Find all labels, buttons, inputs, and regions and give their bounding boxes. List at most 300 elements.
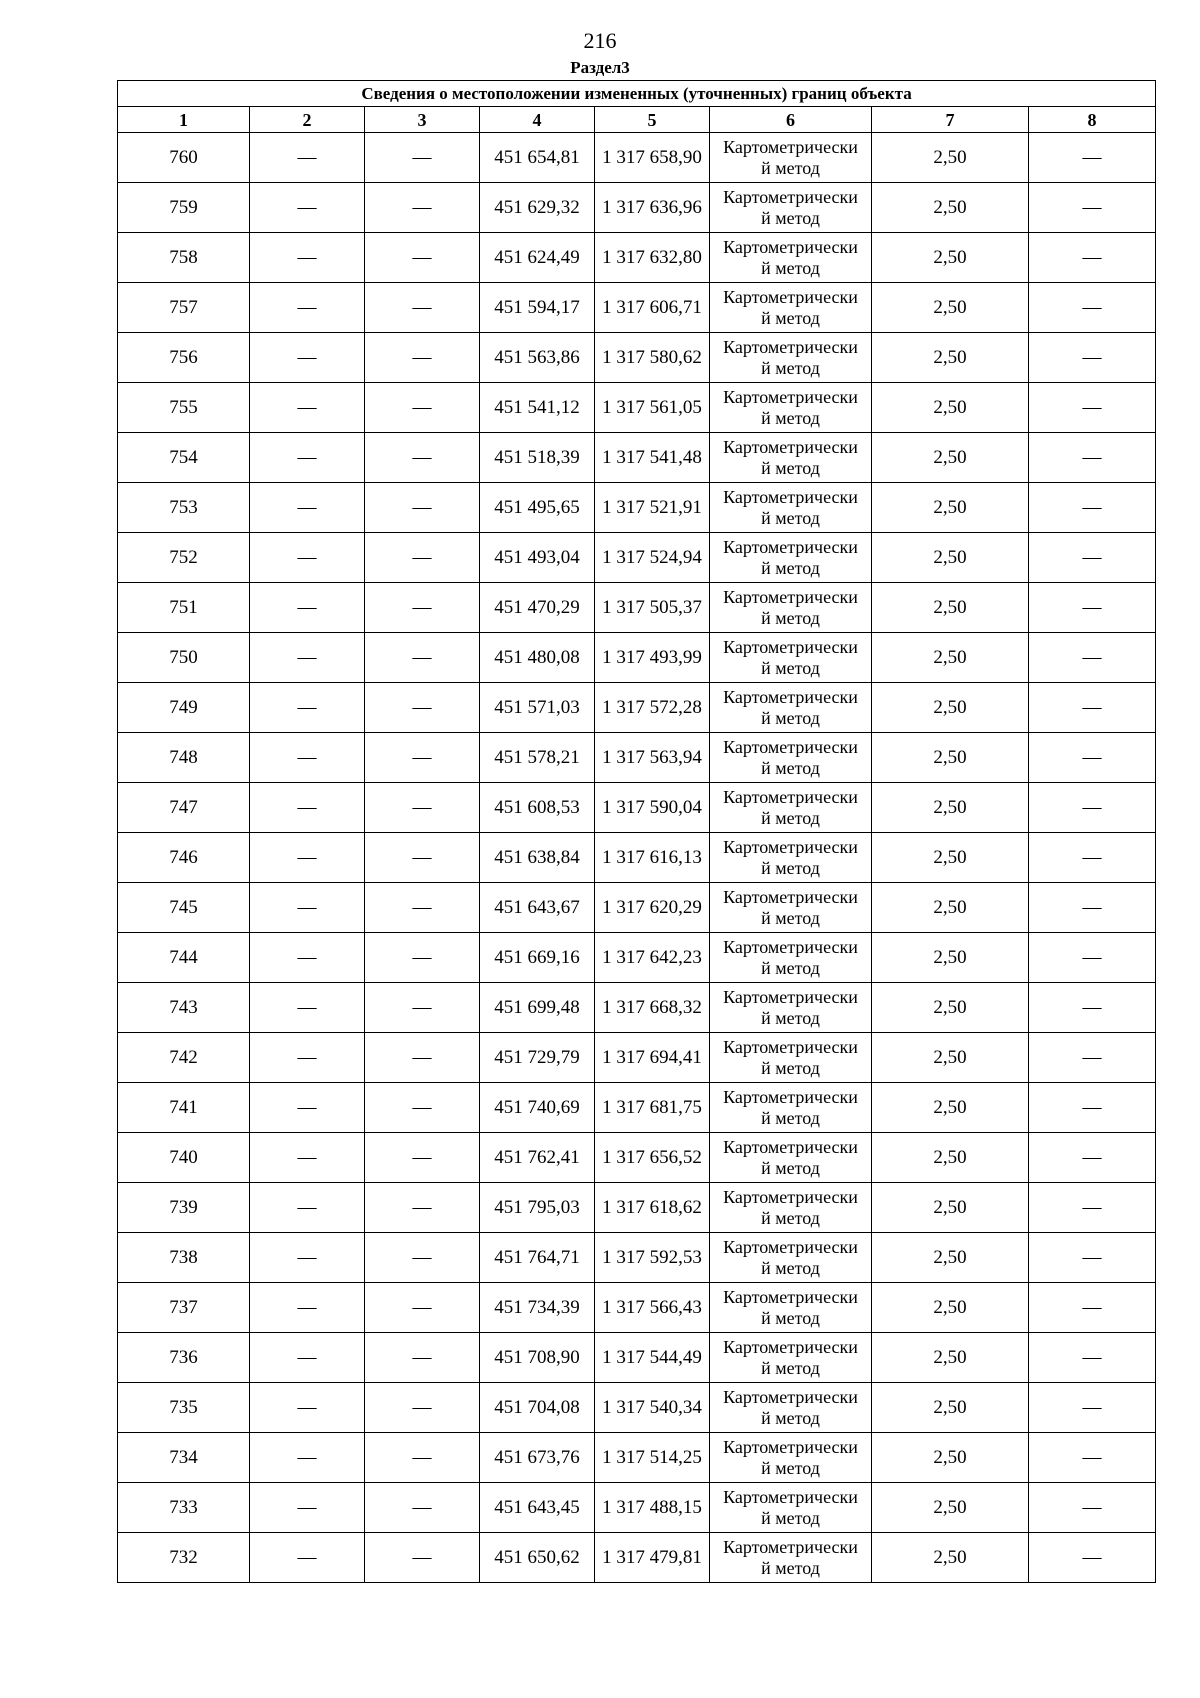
coordinate-x-cell: 451 480,08 [480, 633, 595, 683]
coordinate-x-cell: 451 764,71 [480, 1233, 595, 1283]
column-header: 3 [365, 107, 480, 133]
method-line-1: Картометрически [723, 786, 858, 807]
coordinate-y-cell: 1 317 488,15 [595, 1483, 710, 1533]
point-number-cell: 751 [118, 583, 250, 633]
point-number-cell: 753 [118, 483, 250, 533]
accuracy-cell: 2,50 [872, 233, 1029, 283]
table-row [118, 733, 1156, 783]
cell-col-2: — [250, 233, 365, 283]
accuracy-cell: 2,50 [872, 183, 1029, 233]
method-cell [710, 1283, 872, 1333]
method-cell [710, 1483, 872, 1533]
table-row [118, 533, 1156, 583]
cell-col-2: — [250, 1283, 365, 1333]
table-row [118, 333, 1156, 383]
method-line-2: й метод [761, 457, 820, 478]
method-line-1: Картометрически [723, 1336, 858, 1357]
cell-col-8: — [1029, 633, 1156, 683]
method-line-2: й метод [761, 1507, 820, 1528]
cell-col-8: — [1029, 1383, 1156, 1433]
accuracy-cell: 2,50 [872, 883, 1029, 933]
method-line-2: й метод [761, 207, 820, 228]
coordinate-x-cell: 451 624,49 [480, 233, 595, 283]
method-line-2: й метод [761, 707, 820, 728]
coordinate-y-cell: 1 317 668,32 [595, 983, 710, 1033]
method-line-1: Картометрически [723, 836, 858, 857]
table-row [118, 683, 1156, 733]
method-cell [710, 883, 872, 933]
point-number-cell: 759 [118, 183, 250, 233]
table-row [118, 1283, 1156, 1333]
accuracy-cell: 2,50 [872, 583, 1029, 633]
coordinate-y-cell: 1 317 544,49 [595, 1333, 710, 1383]
accuracy-cell: 2,50 [872, 1433, 1029, 1483]
method-line-1: Картометрически [723, 1286, 858, 1307]
method-line-2: й метод [761, 1107, 820, 1128]
cell-col-2: — [250, 1183, 365, 1233]
cell-col-2: — [250, 383, 365, 433]
cell-col-8: — [1029, 783, 1156, 833]
method-cell [710, 1183, 872, 1233]
method-line-2: й метод [761, 257, 820, 278]
accuracy-cell: 2,50 [872, 833, 1029, 883]
cell-col-3: — [365, 133, 480, 183]
method-line-1: Картометрически [723, 136, 858, 157]
cell-col-3: — [365, 883, 480, 933]
cell-col-8: — [1029, 133, 1156, 183]
cell-col-3: — [365, 1233, 480, 1283]
cell-col-8: — [1029, 683, 1156, 733]
point-number-cell: 746 [118, 833, 250, 883]
accuracy-cell: 2,50 [872, 1083, 1029, 1133]
cell-col-3: — [365, 333, 480, 383]
point-number-cell: 749 [118, 683, 250, 733]
cell-col-3: — [365, 1433, 480, 1483]
cell-col-3: — [365, 683, 480, 733]
section-label: Раздел3 [570, 58, 630, 77]
method-cell [710, 433, 872, 483]
method-line-2: й метод [761, 857, 820, 878]
coordinate-y-cell: 1 317 563,94 [595, 733, 710, 783]
accuracy-cell: 2,50 [872, 133, 1029, 183]
method-line-1: Картометрически [723, 936, 858, 957]
table-row [118, 633, 1156, 683]
coordinate-x-cell: 451 704,08 [480, 1383, 595, 1433]
coordinate-x-cell: 451 740,69 [480, 1083, 595, 1133]
cell-col-3: — [365, 633, 480, 683]
coordinate-y-cell: 1 317 521,91 [595, 483, 710, 533]
cell-col-2: — [250, 1333, 365, 1383]
method-line-2: й метод [761, 157, 820, 178]
table-row [118, 383, 1156, 433]
method-line-1: Картометрически [723, 536, 858, 557]
method-line-2: й метод [761, 957, 820, 978]
method-line-1: Картометрически [723, 986, 858, 1007]
cell-col-8: — [1029, 283, 1156, 333]
cell-col-2: — [250, 583, 365, 633]
cell-col-8: — [1029, 983, 1156, 1033]
coordinate-y-cell: 1 317 479,81 [595, 1533, 710, 1583]
cell-col-8: — [1029, 1433, 1156, 1483]
cell-col-3: — [365, 433, 480, 483]
coordinate-x-cell: 451 673,76 [480, 1433, 595, 1483]
cell-col-3: — [365, 1283, 480, 1333]
coordinate-y-cell: 1 317 616,13 [595, 833, 710, 883]
accuracy-cell: 2,50 [872, 483, 1029, 533]
coordinate-y-cell: 1 317 572,28 [595, 683, 710, 733]
method-cell [710, 133, 872, 183]
column-number-row [118, 107, 1156, 133]
method-cell [710, 233, 872, 283]
coordinate-y-cell: 1 317 636,96 [595, 183, 710, 233]
method-line-1: Картометрически [723, 386, 858, 407]
table-row [118, 1333, 1156, 1383]
method-cell [710, 533, 872, 583]
method-line-2: й метод [761, 1457, 820, 1478]
coordinate-x-cell: 451 594,17 [480, 283, 595, 333]
coordinate-x-cell: 451 643,67 [480, 883, 595, 933]
coordinate-y-cell: 1 317 618,62 [595, 1183, 710, 1233]
table-row [118, 233, 1156, 283]
coordinate-y-cell: 1 317 493,99 [595, 633, 710, 683]
method-line-1: Картометрически [723, 1136, 858, 1157]
point-number-cell: 743 [118, 983, 250, 1033]
cell-col-8: — [1029, 533, 1156, 583]
coordinate-y-cell: 1 317 658,90 [595, 133, 710, 183]
point-number-cell: 755 [118, 383, 250, 433]
method-cell [710, 333, 872, 383]
accuracy-cell: 2,50 [872, 533, 1029, 583]
table-row [118, 983, 1156, 1033]
cell-col-2: — [250, 783, 365, 833]
method-cell [710, 1033, 872, 1083]
cell-col-8: — [1029, 933, 1156, 983]
method-line-1: Картометрически [723, 736, 858, 757]
accuracy-cell: 2,50 [872, 1233, 1029, 1283]
method-line-2: й метод [761, 1307, 820, 1328]
cell-col-2: — [250, 483, 365, 533]
cell-col-8: — [1029, 1333, 1156, 1383]
method-line-2: й метод [761, 1007, 820, 1028]
cell-col-2: — [250, 683, 365, 733]
point-number-cell: 750 [118, 633, 250, 683]
cell-col-3: — [365, 1033, 480, 1083]
cell-col-2: — [250, 933, 365, 983]
cell-col-3: — [365, 733, 480, 783]
method-line-2: й метод [761, 657, 820, 678]
point-number-cell: 737 [118, 1283, 250, 1333]
method-cell [710, 583, 872, 633]
accuracy-cell: 2,50 [872, 683, 1029, 733]
coordinate-y-cell: 1 317 505,37 [595, 583, 710, 633]
method-cell [710, 683, 872, 733]
accuracy-cell: 2,50 [872, 1533, 1029, 1583]
point-number-cell: 747 [118, 783, 250, 833]
table-row [118, 1433, 1156, 1483]
table-body [118, 133, 1156, 1583]
cell-col-8: — [1029, 1133, 1156, 1183]
method-line-1: Картометрически [723, 1486, 858, 1507]
coordinate-x-cell: 451 629,32 [480, 183, 595, 233]
accuracy-cell: 2,50 [872, 1333, 1029, 1383]
point-number-cell: 752 [118, 533, 250, 583]
point-number-cell: 760 [118, 133, 250, 183]
cell-col-2: — [250, 1533, 365, 1583]
cell-col-2: — [250, 183, 365, 233]
coordinate-y-cell: 1 317 580,62 [595, 333, 710, 383]
method-cell [710, 383, 872, 433]
method-cell [710, 1433, 872, 1483]
table-row [118, 283, 1156, 333]
method-line-1: Картометрически [723, 336, 858, 357]
cell-col-3: — [365, 183, 480, 233]
cell-col-8: — [1029, 733, 1156, 783]
coordinate-x-cell: 451 795,03 [480, 1183, 595, 1233]
table-row [118, 933, 1156, 983]
coordinate-y-cell: 1 317 592,53 [595, 1233, 710, 1283]
coordinate-x-cell: 451 563,86 [480, 333, 595, 383]
coordinate-x-cell: 451 654,81 [480, 133, 595, 183]
cell-col-8: — [1029, 233, 1156, 283]
coordinate-x-cell: 451 650,62 [480, 1533, 595, 1583]
point-number-cell: 758 [118, 233, 250, 283]
cell-col-8: — [1029, 1183, 1156, 1233]
method-cell [710, 1083, 872, 1133]
coordinate-x-cell: 451 734,39 [480, 1283, 595, 1333]
cell-col-8: — [1029, 833, 1156, 883]
point-number-cell: 748 [118, 733, 250, 783]
method-line-2: й метод [761, 1207, 820, 1228]
cell-col-2: — [250, 833, 365, 883]
table-row [118, 1383, 1156, 1433]
method-cell [710, 983, 872, 1033]
accuracy-cell: 2,50 [872, 433, 1029, 483]
point-number-cell: 736 [118, 1333, 250, 1383]
cell-col-3: — [365, 483, 480, 533]
cell-col-8: — [1029, 1033, 1156, 1083]
cell-col-3: — [365, 1383, 480, 1433]
method-line-2: й метод [761, 607, 820, 628]
method-line-2: й метод [761, 307, 820, 328]
point-number-cell: 742 [118, 1033, 250, 1083]
coordinate-x-cell: 451 470,29 [480, 583, 595, 633]
method-line-1: Картометрически [723, 236, 858, 257]
method-cell [710, 183, 872, 233]
point-number-cell: 732 [118, 1533, 250, 1583]
table-row [118, 1083, 1156, 1133]
method-line-2: й метод [761, 557, 820, 578]
cell-col-2: — [250, 433, 365, 483]
method-line-2: й метод [761, 1357, 820, 1378]
accuracy-cell: 2,50 [872, 1283, 1029, 1333]
coordinate-x-cell: 451 493,04 [480, 533, 595, 583]
method-cell [710, 1533, 872, 1583]
accuracy-cell: 2,50 [872, 1183, 1029, 1233]
method-line-2: й метод [761, 757, 820, 778]
cell-col-2: — [250, 1233, 365, 1283]
column-header: 2 [250, 107, 365, 133]
method-line-1: Картометрически [723, 1086, 858, 1107]
table-row [118, 483, 1156, 533]
method-line-1: Картометрически [723, 486, 858, 507]
cell-col-2: — [250, 883, 365, 933]
cell-col-2: — [250, 533, 365, 583]
coordinate-x-cell: 451 729,79 [480, 1033, 595, 1083]
method-cell [710, 1383, 872, 1433]
point-number-cell: 738 [118, 1233, 250, 1283]
coordinate-x-cell: 451 762,41 [480, 1133, 595, 1183]
table-row [118, 1133, 1156, 1183]
table-row [118, 133, 1156, 183]
coordinate-x-cell: 451 578,21 [480, 733, 595, 783]
point-number-cell: 754 [118, 433, 250, 483]
point-number-cell: 741 [118, 1083, 250, 1133]
cell-col-3: — [365, 533, 480, 583]
coordinate-x-cell: 451 518,39 [480, 433, 595, 483]
point-number-cell: 740 [118, 1133, 250, 1183]
method-line-2: й метод [761, 357, 820, 378]
table-title-row [118, 81, 1156, 107]
cell-col-8: — [1029, 383, 1156, 433]
method-line-2: й метод [761, 907, 820, 928]
table-row [118, 183, 1156, 233]
accuracy-cell: 2,50 [872, 1383, 1029, 1433]
cell-col-2: — [250, 1483, 365, 1533]
cell-col-2: — [250, 1433, 365, 1483]
method-line-1: Картометрически [723, 286, 858, 307]
table-row [118, 883, 1156, 933]
column-header: 1 [118, 107, 250, 133]
coordinate-y-cell: 1 317 566,43 [595, 1283, 710, 1333]
method-line-1: Картометрически [723, 1186, 858, 1207]
method-line-2: й метод [761, 407, 820, 428]
method-line-2: й метод [761, 1057, 820, 1078]
coordinate-x-cell: 451 643,45 [480, 1483, 595, 1533]
cell-col-8: — [1029, 1233, 1156, 1283]
accuracy-cell: 2,50 [872, 983, 1029, 1033]
cell-col-3: — [365, 783, 480, 833]
method-line-1: Картометрически [723, 1436, 858, 1457]
point-number-cell: 757 [118, 283, 250, 333]
cell-col-2: — [250, 633, 365, 683]
cell-col-3: — [365, 383, 480, 433]
method-cell [710, 483, 872, 533]
page-number: 216 [583, 28, 617, 53]
method-cell [710, 833, 872, 883]
method-line-2: й метод [761, 1557, 820, 1578]
coordinate-y-cell: 1 317 642,23 [595, 933, 710, 983]
method-cell [710, 1333, 872, 1383]
coordinate-x-cell: 451 669,16 [480, 933, 595, 983]
point-number-cell: 735 [118, 1383, 250, 1433]
cell-col-2: — [250, 1083, 365, 1133]
method-line-2: й метод [761, 1257, 820, 1278]
method-cell [710, 633, 872, 683]
table-row [118, 1533, 1156, 1583]
table-row [118, 783, 1156, 833]
method-line-2: й метод [761, 1407, 820, 1428]
coordinate-x-cell: 451 699,48 [480, 983, 595, 1033]
cell-col-8: — [1029, 1083, 1156, 1133]
cell-col-3: — [365, 283, 480, 333]
table-row [118, 833, 1156, 883]
coordinate-x-cell: 451 608,53 [480, 783, 595, 833]
table-row [118, 1033, 1156, 1083]
accuracy-cell: 2,50 [872, 633, 1029, 683]
table-row [118, 433, 1156, 483]
cell-col-8: — [1029, 433, 1156, 483]
cell-col-2: — [250, 1133, 365, 1183]
cell-col-8: — [1029, 583, 1156, 633]
accuracy-cell: 2,50 [872, 333, 1029, 383]
cell-col-2: — [250, 133, 365, 183]
coordinate-x-cell: 451 571,03 [480, 683, 595, 733]
point-number-cell: 739 [118, 1183, 250, 1233]
coordinate-x-cell: 451 638,84 [480, 833, 595, 883]
point-number-cell: 734 [118, 1433, 250, 1483]
cell-col-3: — [365, 983, 480, 1033]
cell-col-2: — [250, 1383, 365, 1433]
cell-col-3: — [365, 233, 480, 283]
cell-col-3: — [365, 583, 480, 633]
coordinate-y-cell: 1 317 620,29 [595, 883, 710, 933]
cell-col-3: — [365, 1183, 480, 1233]
boundary-coordinates-table [117, 80, 1156, 1583]
coordinate-y-cell: 1 317 606,71 [595, 283, 710, 333]
cell-col-8: — [1029, 1533, 1156, 1583]
coordinate-y-cell: 1 317 561,05 [595, 383, 710, 433]
method-line-1: Картометрически [723, 1536, 858, 1557]
method-cell [710, 733, 872, 783]
coordinate-x-cell: 451 708,90 [480, 1333, 595, 1383]
cell-col-3: — [365, 1533, 480, 1583]
cell-col-2: — [250, 333, 365, 383]
cell-col-2: — [250, 283, 365, 333]
column-header: 4 [480, 107, 595, 133]
point-number-cell: 744 [118, 933, 250, 983]
cell-col-3: — [365, 1333, 480, 1383]
method-line-1: Картометрически [723, 886, 858, 907]
column-header: 7 [872, 107, 1029, 133]
cell-col-3: — [365, 1083, 480, 1133]
cell-col-2: — [250, 1033, 365, 1083]
table-row [118, 583, 1156, 633]
coordinate-y-cell: 1 317 514,25 [595, 1433, 710, 1483]
method-line-1: Картометрически [723, 1386, 858, 1407]
cell-col-3: — [365, 1483, 480, 1533]
point-number-cell: 733 [118, 1483, 250, 1533]
method-cell [710, 783, 872, 833]
accuracy-cell: 2,50 [872, 283, 1029, 333]
accuracy-cell: 2,50 [872, 1483, 1029, 1533]
cell-col-8: — [1029, 483, 1156, 533]
method-cell [710, 933, 872, 983]
table-row [118, 1233, 1156, 1283]
method-line-1: Картометрически [723, 636, 858, 657]
coordinate-y-cell: 1 317 632,80 [595, 233, 710, 283]
table-row [118, 1183, 1156, 1233]
column-header: 8 [1029, 107, 1156, 133]
method-line-2: й метод [761, 507, 820, 528]
table-title: Сведения о местоположении измененных (уточненных) границ объекта [118, 81, 1156, 107]
coordinate-x-cell: 451 541,12 [480, 383, 595, 433]
method-cell [710, 283, 872, 333]
coordinate-y-cell: 1 317 590,04 [595, 783, 710, 833]
method-cell [710, 1233, 872, 1283]
cell-col-8: — [1029, 883, 1156, 933]
column-header: 6 [710, 107, 872, 133]
table-row [118, 1483, 1156, 1533]
